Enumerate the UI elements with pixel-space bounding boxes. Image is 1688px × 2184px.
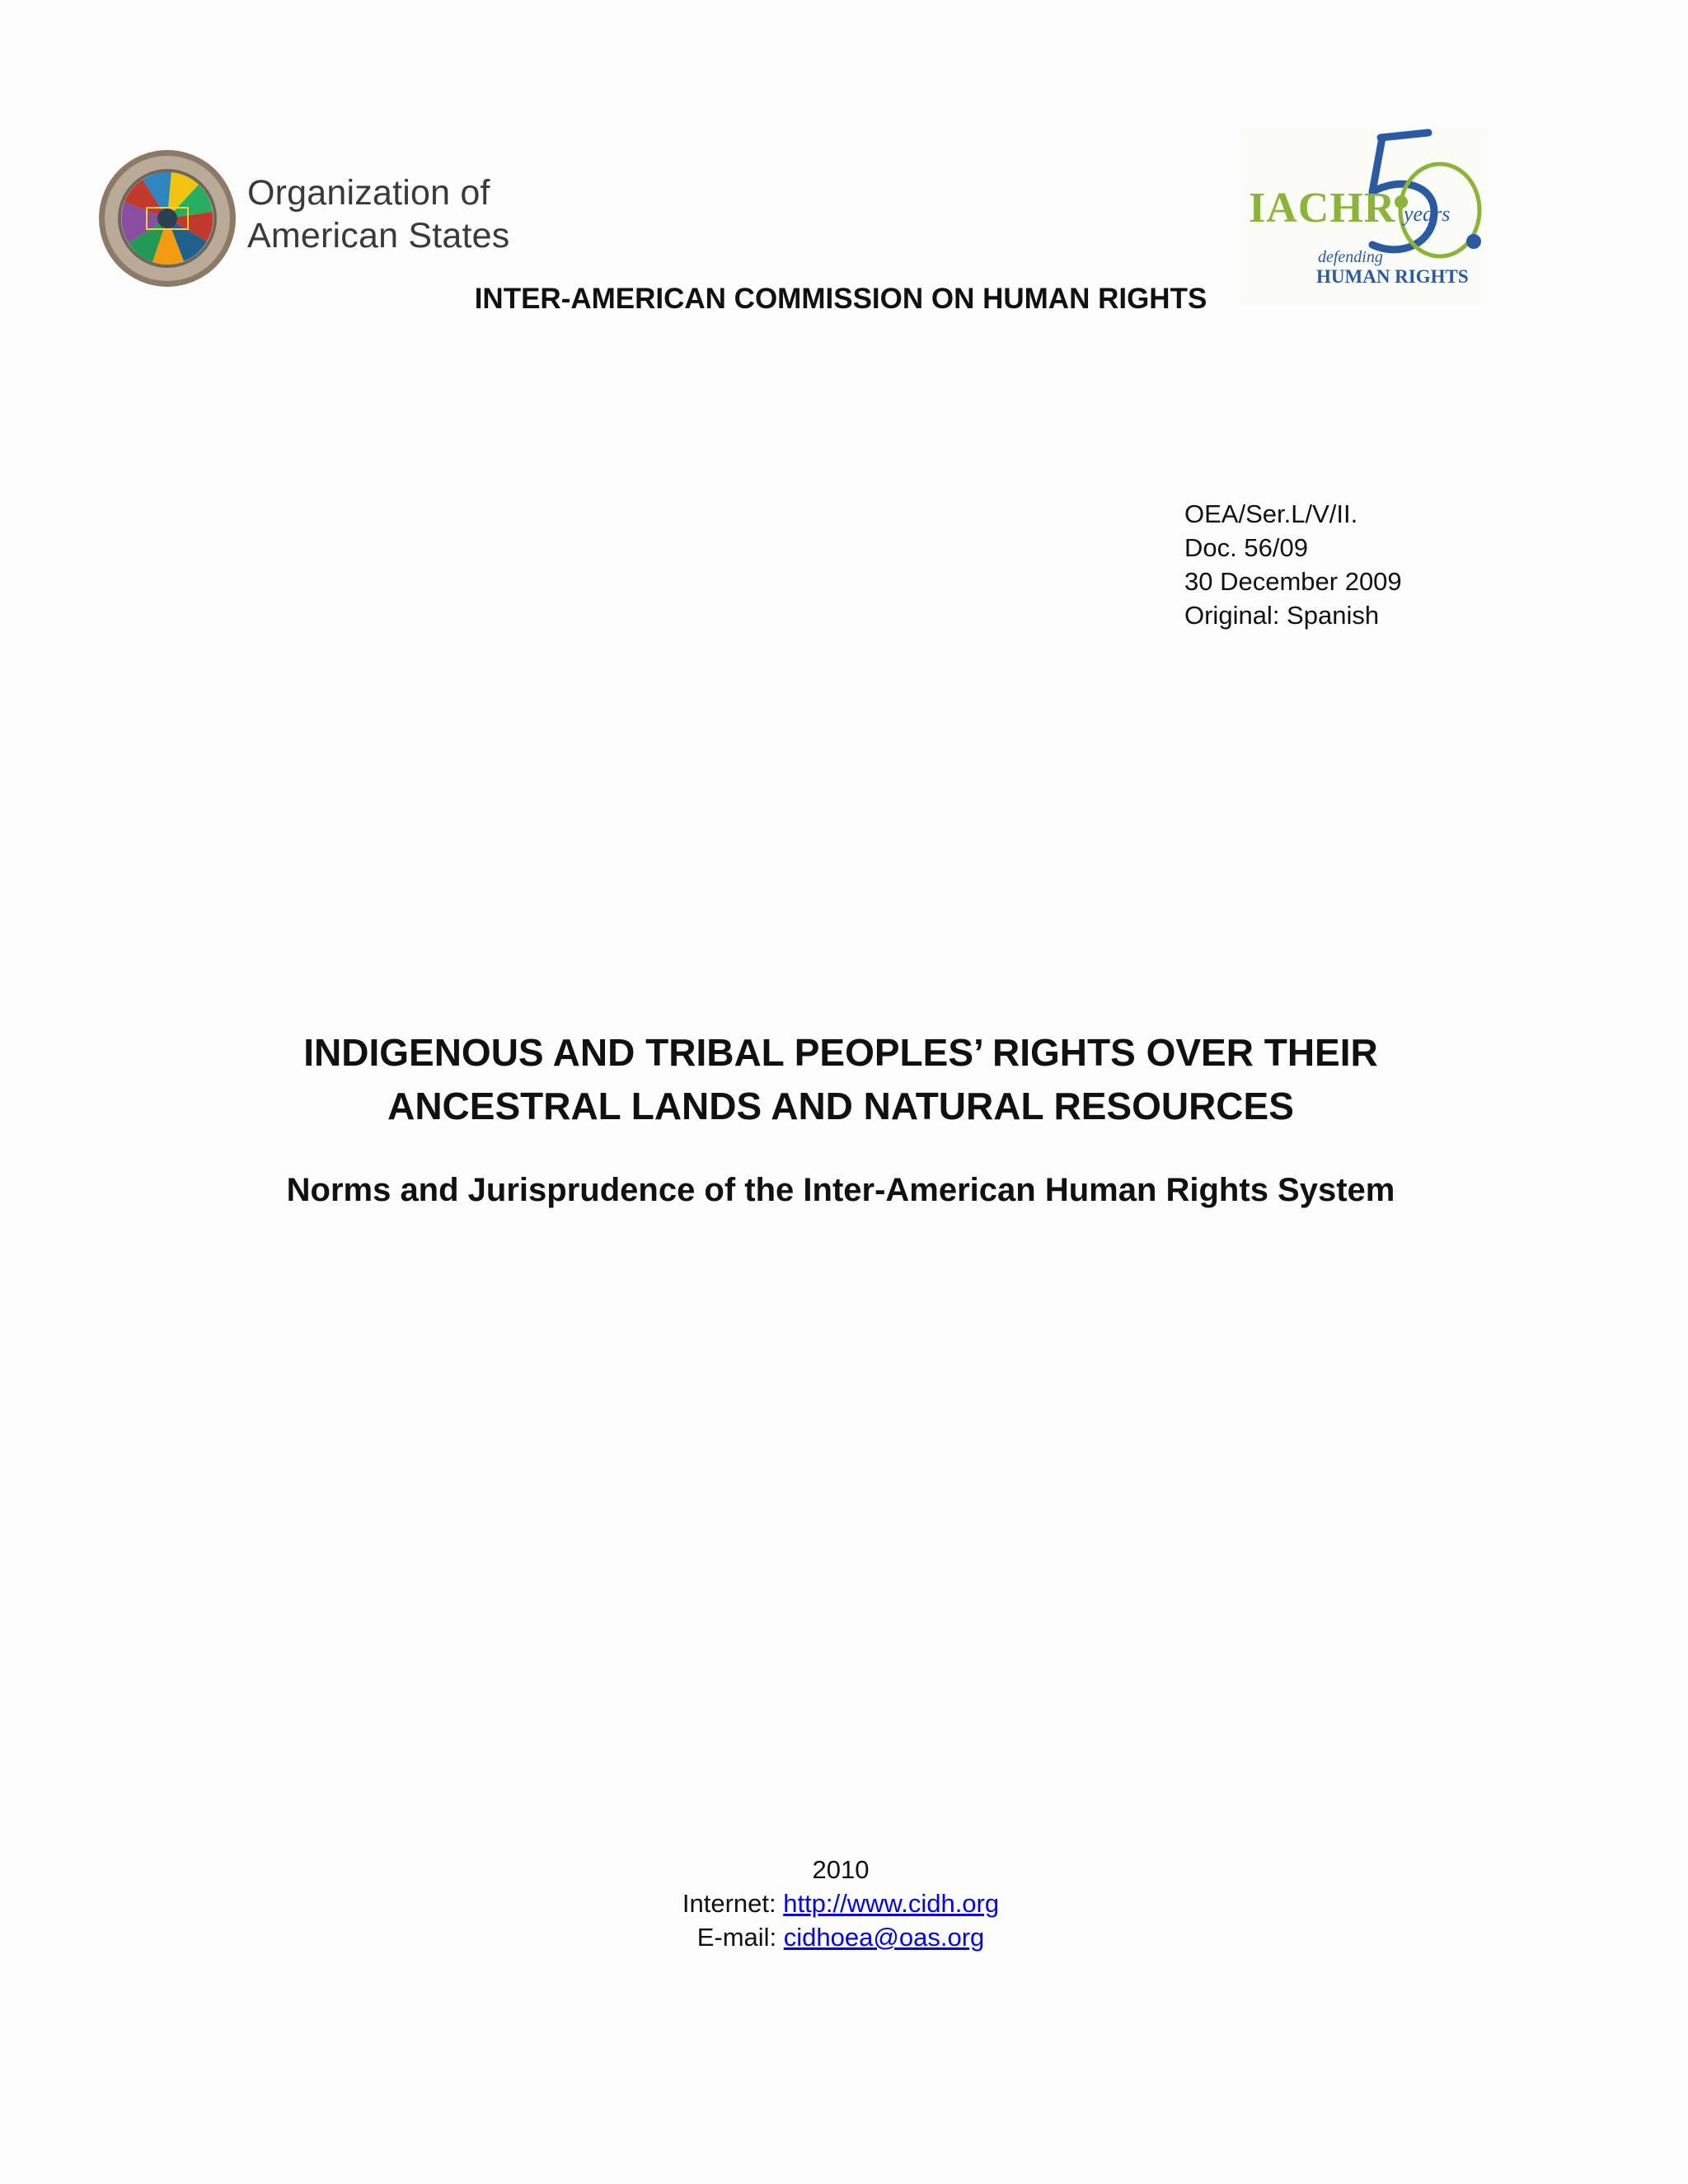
iachr-tagline-small: defending	[1318, 248, 1383, 266]
title-line-2: ANCESTRAL LANDS AND NATURAL RESOURCES	[387, 1085, 1294, 1127]
oas-logo	[97, 148, 526, 288]
doc-series: OEA/Ser.L/V/II.	[1184, 499, 1358, 528]
iachr-logo	[1240, 128, 1488, 305]
doc-date: 30 December 2009	[1184, 567, 1402, 596]
website-link[interactable]: http://www.cidh.org	[783, 1889, 1000, 1918]
email-label: E-mail:	[696, 1923, 784, 1952]
iachr-tagline: HUMAN RIGHTS	[1316, 266, 1469, 287]
doc-number: Doc. 56/09	[1184, 533, 1308, 562]
document-title	[0, 1026, 1681, 1133]
email-link[interactable]: cidhoea@oas.org	[783, 1923, 985, 1952]
publication-year: 2010	[812, 1855, 870, 1884]
iachr-acronym: IACHR	[1249, 185, 1396, 232]
internet-line	[0, 1886, 1681, 1920]
iachr-years: years	[1404, 202, 1451, 226]
oas-name	[247, 171, 509, 257]
email-line	[0, 1920, 1681, 1954]
oas-name-line1: Organization of	[247, 173, 490, 213]
oas-name-line2: American States	[247, 216, 510, 255]
title-line-1: INDIGENOUS AND TRIBAL PEOPLES’ RIGHTS OVER THEIR	[303, 1031, 1378, 1074]
footer	[0, 1853, 1681, 1954]
internet-label: Internet:	[682, 1889, 784, 1918]
doc-original-language: Original: Spanish	[1184, 601, 1380, 630]
commission-heading: INTER-AMERICAN COMMISSION ON HUMAN RIGHTS	[474, 283, 1207, 315]
document-subtitle: Norms and Jurisprudence of the Inter-American Human Rights System	[286, 1172, 1395, 1208]
oas-seal-icon	[97, 148, 237, 288]
document-info	[1184, 497, 1402, 632]
